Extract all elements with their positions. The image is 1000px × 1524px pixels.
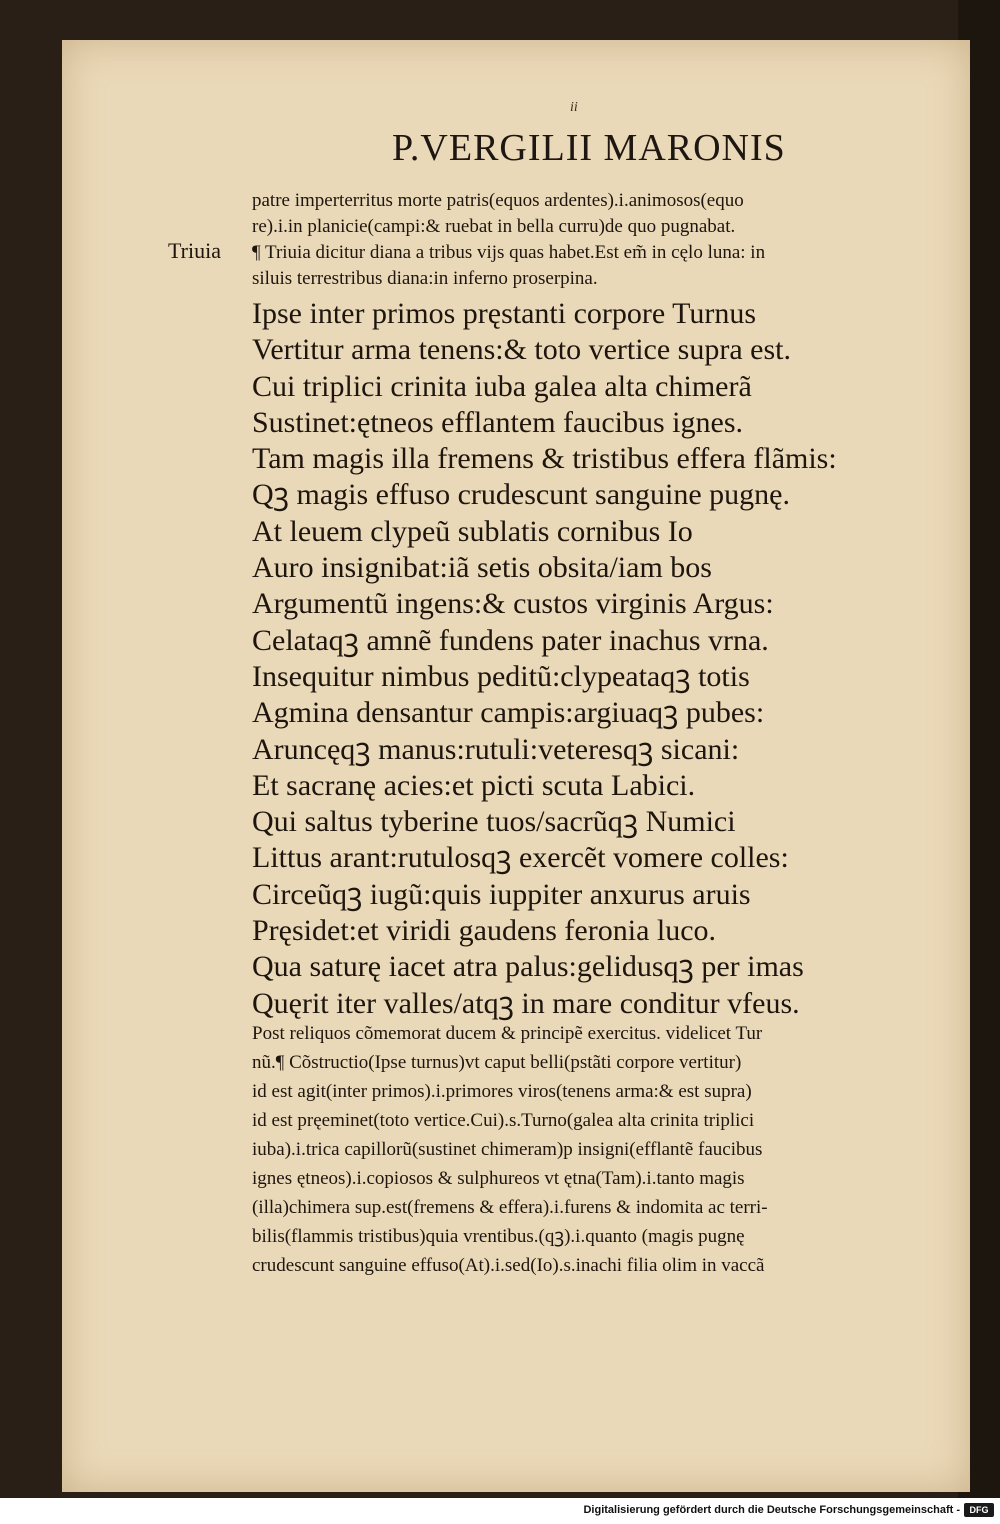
verse-line: Vertitur arma tenens:& toto vertice supra est. [252,333,791,367]
verse-line: Qua saturę iacet atra palus:gelidusqꝫ per imas [252,950,804,984]
commentary-line: (illa)chimera sup.est(fremens & effera).i.furens & indomita ac terri- [252,1197,768,1218]
verse-line: Circeũqꝫ iugũ:quis iuppiter anxurus aruis [252,877,751,911]
signature-mark: ii [570,100,578,115]
verse-line: Agmina densantur campis:argiuaqꝫ pubes: [252,696,765,730]
verse-line: Sustinet:ętneos efflantem faucibus ignes. [252,405,744,439]
dfg-logo: DFG [964,1503,994,1517]
commentary-line: crudescunt sanguine effuso(At).i.sed(Io).s.inachi filia olim in vaccã [252,1255,765,1276]
marginal-note: Triuia [168,238,221,263]
commentary-line: id est agit(inter primos).i.primores viros(tenens arma:& est supra) [252,1081,752,1102]
commentary-line: re).i.in planicie(campi:& ruebat in bella curru)de quo pugnabat. [252,216,736,237]
commentary-top [252,188,952,292]
verse-line: At leuem clypeũ sublatis cornibus Io [252,514,693,548]
commentary-line: siluis terrestribus diana:in inferno proserpina. [252,268,598,289]
commentary-line: bilis(flammis tristibus)quia vrentibus.(qꝫ).i.quanto (magis pugnę [252,1226,745,1247]
verse-line: Celataqꝫ amnẽ fundens pater inachus vrna. [252,623,769,657]
commentary-line: iuba).i.trica capillorũ(sustinet chimeram)p insigni(efflantẽ faucibus [252,1139,763,1160]
funding-credit: Digitalisierung gefördert durch die Deutsche Forschungsgemeinschaft - [583,1504,960,1516]
verse-line: Et sacranę acies:et picti scuta Labici. [252,768,696,802]
commentary-line: ¶ Triuia dicitur diana a tribus vijs quas habet.Est em̃ in cęlo luna: in [252,242,766,263]
verse-text [252,296,952,1022]
verse-line: Qui saltus tyberine tuos/sacrũqꝫ Numici [252,805,736,839]
verse-line: Tam magis illa fremens & tristibus effera flãmis: [252,442,837,476]
commentary-line: Post reliquos cõmemorat ducem & principẽ exercitus. videlicet Tur [252,1023,763,1044]
commentary-line: id est pręeminet(toto vertice.Cui).s.Turno(galea alta crinita triplici [252,1110,755,1131]
footer-bar [0,1498,1000,1524]
commentary-line: nũ.¶ Cõstructio(Ipse turnus)vt caput belli(pstãti corpore vertitur) [252,1052,742,1073]
verse-line: Auro insignibat:iã setis obsita/iam bos [252,551,712,585]
commentary-line: patre imperterritus morte patris(equos ardentes).i.animosos(equo [252,190,744,211]
verse-line: Insequitur nimbus peditũ:clypeataqꝫ totis [252,659,750,693]
running-head: P.VERGILII MARONIS [392,127,786,169]
commentary-line: ignes ętneos).i.copiosos & sulphureos vt ętna(Tam).i.tanto magis [252,1168,745,1189]
verse-line: Ipse inter primos pręstanti corpore Turnus [252,297,757,330]
verse-line: Qꝫ magis effuso crudescunt sanguine pugnę. [252,478,790,512]
verse-line: Littus arant:rutulosqꝫ exercẽt vomere colles: [252,841,789,875]
verse-line: Argumentũ ingens:& custos virginis Argus: [252,587,774,621]
verse-line: Pręsidet:et viridi gaudens feronia luco. [252,914,717,948]
verse-line: Aruncęqꝫ manus:rutuli:veteresqꝫ sicani: [252,732,740,766]
verse-line: Cui triplici crinita iuba galea alta chimerã [252,369,752,403]
verse-line: Quęrit iter valles/atqꝫ in mare conditur vfeus. [252,986,800,1020]
commentary-bottom [252,1019,952,1280]
